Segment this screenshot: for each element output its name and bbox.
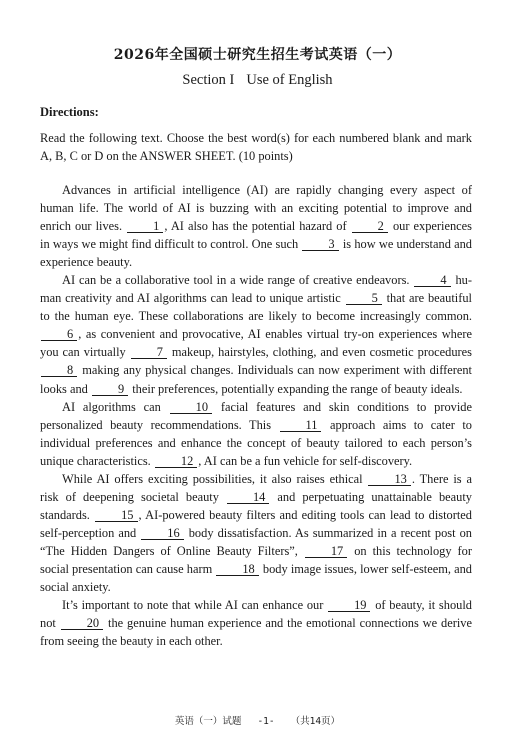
numbered-blank: 16 <box>141 527 183 540</box>
passage-text: , AI also has the potential hazard of <box>164 219 351 234</box>
passage-text: approach aims to cater to individual preferences and enhance the concept of beauty tailored to each person’s unique characteristics. <box>40 417 472 468</box>
cloze-passage <box>40 181 472 650</box>
passage-text: human creativity and AI algorithms can lead to unique artistic <box>40 273 472 306</box>
passage-text: our experiences in ways we might find difficult to control. One such <box>40 219 472 252</box>
numbered-blank: 9 <box>92 383 128 396</box>
passage-text: the genuine human experience and the emotional connections we derive from seeing the beauty in each other. <box>40 616 472 649</box>
numbered-blank: 18 <box>216 563 258 576</box>
passage-paragraph <box>40 271 472 397</box>
passage-text: their preferences, potentially expanding the range of beauty ideals. <box>129 381 463 396</box>
footer-subject: 英语（一）试题 <box>174 716 242 727</box>
passage-text: body image issues, lower self-esteem, and social anxiety. <box>40 561 472 595</box>
passage-text: body dissatisfaction. As summarized in a recent post on “The Hidden Dangers of Online Beauty Filters”, <box>40 525 472 558</box>
passage-text: , AI-powered beauty filters and editing tools can lead to distorted self-perception and <box>40 507 472 540</box>
numbered-blank: 13 <box>368 473 410 486</box>
numbered-blank: 14 <box>227 491 269 504</box>
passage-text: AI algorithms can <box>62 399 169 414</box>
passage-text: on this technology for social presentation can cause harm <box>40 543 472 576</box>
numbered-blank: 11 <box>280 419 322 432</box>
exam-title: 2026年全国硕士研究生招生考试英语（一） <box>113 47 402 63</box>
directions-text: Read the following text. Choose the best word(s) for each numbered blank and mark A, B, C or D on the ANSWER SHEET. (10 points) <box>40 131 472 163</box>
passage-text: It’s important to note that while AI can enhance our <box>62 598 328 613</box>
directions-label: Directions: <box>40 105 99 119</box>
passage-text: of beauty, it should not <box>40 598 472 631</box>
section-heading <box>0 72 515 89</box>
passage-text: While AI offers exciting possibilities, it also raises ethical <box>62 471 368 486</box>
numbered-blank: 1 <box>127 220 163 233</box>
passage-paragraph <box>40 470 472 596</box>
footer-total-pages: （共14页） <box>290 716 341 727</box>
passage-text: making any physical changes. Individuals can now experiment with different looks and <box>40 363 472 396</box>
passage-text: and perpetuating unattainable beauty standards. <box>40 489 472 522</box>
passage-text: , as convenient and provocative, AI enables virtual try-on experiences where you can virtually <box>40 327 472 360</box>
page-footer <box>0 713 515 727</box>
numbered-blank: 19 <box>328 599 370 612</box>
passage-text: , AI can be a fun vehicle for self-discovery. <box>198 453 413 468</box>
passage-text: AI can be a collaborative tool in a wide range of creative endeavors. <box>62 273 414 288</box>
numbered-blank: 8 <box>41 364 77 377</box>
numbered-blank: 7 <box>131 346 167 359</box>
numbered-blank: 10 <box>170 401 212 414</box>
numbered-blank: 17 <box>305 545 347 558</box>
passage-text: makeup, hairstyles, clothing, and even cosmetic procedures <box>167 345 472 360</box>
numbered-blank: 2 <box>352 220 388 233</box>
section-label: Section I <box>182 72 235 88</box>
passage-text: that are beautiful to the human eye. These collaborations are likely to become increasingly common. <box>40 291 472 324</box>
numbered-blank: 4 <box>414 274 450 287</box>
passage-text: Advances in artificial intelligence (AI) are rapidly changing every aspect of human life. The world of AI is buzzing with an exciting potential to improve and enrich our lives. <box>40 183 472 234</box>
passage-paragraph <box>40 398 472 470</box>
numbered-blank: 6 <box>41 328 77 341</box>
passage-text: facial features and skin conditions to provide personalized beauty recommendations. This <box>40 399 472 432</box>
numbered-blank: 3 <box>302 238 338 251</box>
footer-page-number: -1- <box>257 716 275 727</box>
passage-text: . There is a risk of deepening societal beauty <box>40 471 472 504</box>
numbered-blank: 5 <box>346 292 382 305</box>
passage-paragraph <box>40 181 472 271</box>
numbered-blank: 15 <box>95 509 137 522</box>
passage-text: is how we understand and experience beauty. <box>40 237 472 270</box>
section-name: Use of English <box>246 72 333 88</box>
numbered-blank: 12 <box>155 455 197 468</box>
passage-paragraph <box>40 596 472 650</box>
numbered-blank: 20 <box>61 617 103 630</box>
